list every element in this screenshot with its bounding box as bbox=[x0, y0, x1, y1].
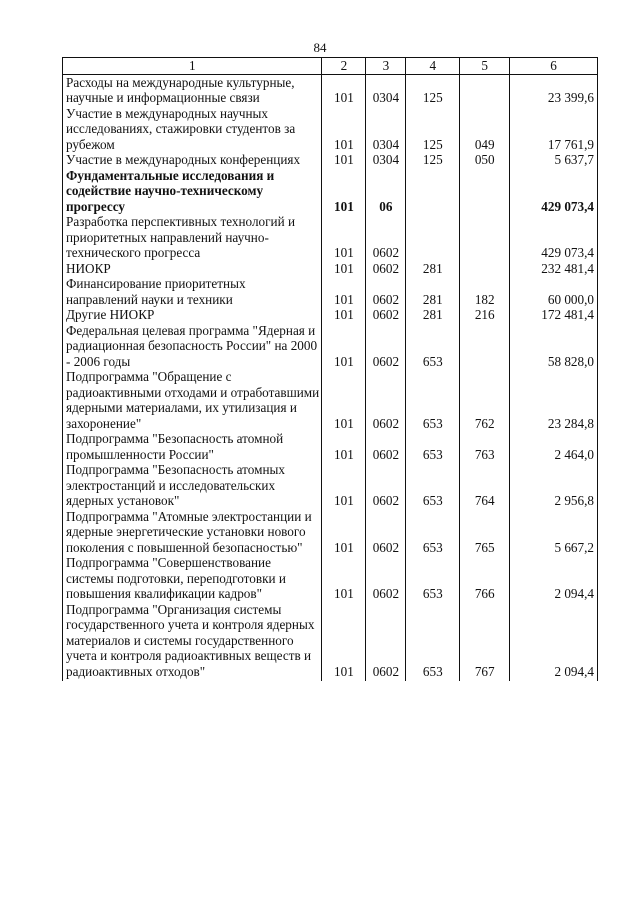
row-name: Подпрограмма "Организация системы государственного учета и контроля ядерных материалов и системы государственного учета и контроля радиоактивных веществ и радиоактивных отходов" bbox=[63, 602, 322, 682]
budget-table bbox=[62, 57, 598, 681]
row-col-4: 125 bbox=[406, 74, 460, 106]
row-col-5: 766 bbox=[460, 555, 510, 602]
row-col-3: 06 bbox=[366, 168, 406, 215]
row-col-3: 0602 bbox=[366, 369, 406, 431]
header-col-4: 4 bbox=[406, 58, 460, 75]
row-col-2: 101 bbox=[322, 307, 366, 323]
row-col-4: 653 bbox=[406, 555, 460, 602]
row-amount: 58 828,0 bbox=[510, 323, 598, 370]
row-col-5 bbox=[460, 168, 510, 215]
table-row bbox=[63, 602, 598, 682]
table-row bbox=[63, 431, 598, 462]
row-col-2: 101 bbox=[322, 509, 366, 556]
page-number: 84 bbox=[313, 40, 327, 55]
header-col-6: 6 bbox=[510, 58, 598, 75]
table-row bbox=[63, 152, 598, 168]
row-col-3: 0602 bbox=[366, 261, 406, 277]
row-col-3: 0602 bbox=[366, 555, 406, 602]
row-name: Подпрограмма "Атомные электростанции и ядерные энергетические установки нового поколения с повышенной безопасностью" bbox=[63, 509, 322, 556]
row-col-2: 101 bbox=[322, 276, 366, 307]
row-col-5: 765 bbox=[460, 509, 510, 556]
row-col-2: 101 bbox=[322, 369, 366, 431]
row-col-4: 281 bbox=[406, 307, 460, 323]
row-amount: 172 481,4 bbox=[510, 307, 598, 323]
row-col-4: 653 bbox=[406, 509, 460, 556]
row-name: Подпрограмма "Обращение с радиоактивными отходами и отработавшими ядерными материалами, их утилизация и захоронение" bbox=[63, 369, 322, 431]
row-col-5 bbox=[460, 214, 510, 261]
row-col-2: 101 bbox=[322, 431, 366, 462]
row-name: Другие НИОКР bbox=[63, 307, 322, 323]
row-col-2: 101 bbox=[322, 168, 366, 215]
row-col-2: 101 bbox=[322, 74, 366, 106]
row-col-5 bbox=[460, 261, 510, 277]
row-col-2: 101 bbox=[322, 602, 366, 682]
row-amount: 2 094,4 bbox=[510, 602, 598, 682]
row-col-3: 0602 bbox=[366, 431, 406, 462]
row-col-5: 763 bbox=[460, 431, 510, 462]
header-col-2: 2 bbox=[322, 58, 366, 75]
row-name: Подпрограмма "Безопасность атомной промышленности России" bbox=[63, 431, 322, 462]
row-col-3: 0602 bbox=[366, 509, 406, 556]
row-col-4 bbox=[406, 214, 460, 261]
row-name: Подпрограмма "Безопасность атомных электростанций и исследовательских ядерных установок" bbox=[63, 462, 322, 509]
row-amount: 429 073,4 bbox=[510, 168, 598, 215]
row-name: Подпрограмма "Совершенствование системы подготовки, переподготовки и повышения квалификации кадров" bbox=[63, 555, 322, 602]
row-col-4: 125 bbox=[406, 152, 460, 168]
row-col-2: 101 bbox=[322, 323, 366, 370]
row-col-5: 050 bbox=[460, 152, 510, 168]
row-amount: 23 284,8 bbox=[510, 369, 598, 431]
row-col-4: 281 bbox=[406, 261, 460, 277]
row-col-5 bbox=[460, 74, 510, 106]
row-amount: 429 073,4 bbox=[510, 214, 598, 261]
row-col-3: 0304 bbox=[366, 152, 406, 168]
row-col-2: 101 bbox=[322, 555, 366, 602]
row-col-2: 101 bbox=[322, 152, 366, 168]
table-row bbox=[63, 369, 598, 431]
row-col-2: 101 bbox=[322, 106, 366, 153]
header-col-5: 5 bbox=[460, 58, 510, 75]
table-body bbox=[63, 74, 598, 681]
row-amount: 23 399,6 bbox=[510, 74, 598, 106]
row-col-5: 049 bbox=[460, 106, 510, 153]
row-col-4: 653 bbox=[406, 602, 460, 682]
row-col-3: 0602 bbox=[366, 307, 406, 323]
row-amount: 2 956,8 bbox=[510, 462, 598, 509]
table-row bbox=[63, 214, 598, 261]
row-name: НИОКР bbox=[63, 261, 322, 277]
table-row bbox=[63, 261, 598, 277]
row-col-4: 653 bbox=[406, 431, 460, 462]
table-row bbox=[63, 509, 598, 556]
row-col-4: 653 bbox=[406, 323, 460, 370]
row-name: Федеральная целевая программа "Ядерная и радиационная безопасность России" на 2000 - 2006 годы bbox=[63, 323, 322, 370]
row-amount: 2 094,4 bbox=[510, 555, 598, 602]
row-col-5: 767 bbox=[460, 602, 510, 682]
table-row bbox=[63, 555, 598, 602]
row-col-2: 101 bbox=[322, 261, 366, 277]
row-name: Участие в международных научных исследованиях, стажировки студентов за рубежом bbox=[63, 106, 322, 153]
header-row bbox=[63, 58, 598, 75]
row-name: Фундаментальные исследования и содействие научно-техническому прогрессу bbox=[63, 168, 322, 215]
table-row bbox=[63, 462, 598, 509]
table-row bbox=[63, 323, 598, 370]
row-amount: 60 000,0 bbox=[510, 276, 598, 307]
row-col-5: 216 bbox=[460, 307, 510, 323]
row-amount: 232 481,4 bbox=[510, 261, 598, 277]
row-col-3: 0304 bbox=[366, 74, 406, 106]
row-amount: 5 667,2 bbox=[510, 509, 598, 556]
table-row bbox=[63, 168, 598, 215]
table-row bbox=[63, 276, 598, 307]
table-row bbox=[63, 106, 598, 153]
row-col-3: 0602 bbox=[366, 602, 406, 682]
row-amount: 17 761,9 bbox=[510, 106, 598, 153]
row-amount: 2 464,0 bbox=[510, 431, 598, 462]
header-col-3: 3 bbox=[366, 58, 406, 75]
row-name: Расходы на международные культурные, научные и информационные связи bbox=[63, 74, 322, 106]
header-col-1: 1 bbox=[63, 58, 322, 75]
row-col-3: 0602 bbox=[366, 276, 406, 307]
row-col-5: 762 bbox=[460, 369, 510, 431]
table-row bbox=[63, 74, 598, 106]
row-name: Разработка перспективных технологий и приоритетных направлений научно-технического прогресса bbox=[63, 214, 322, 261]
table-row bbox=[63, 307, 598, 323]
row-col-5: 764 bbox=[460, 462, 510, 509]
row-col-4: 653 bbox=[406, 369, 460, 431]
row-col-4 bbox=[406, 168, 460, 215]
row-col-4: 125 bbox=[406, 106, 460, 153]
row-amount: 5 637,7 bbox=[510, 152, 598, 168]
row-col-2: 101 bbox=[322, 214, 366, 261]
row-col-5: 182 bbox=[460, 276, 510, 307]
row-col-4: 653 bbox=[406, 462, 460, 509]
row-col-4: 281 bbox=[406, 276, 460, 307]
row-col-2: 101 bbox=[322, 462, 366, 509]
row-col-5 bbox=[460, 323, 510, 370]
row-col-3: 0304 bbox=[366, 106, 406, 153]
row-name: Участие в международных конференциях bbox=[63, 152, 322, 168]
row-col-3: 0602 bbox=[366, 462, 406, 509]
row-name: Финансирование приоритетных направлений науки и техники bbox=[63, 276, 322, 307]
row-col-3: 0602 bbox=[366, 323, 406, 370]
row-col-3: 0602 bbox=[366, 214, 406, 261]
